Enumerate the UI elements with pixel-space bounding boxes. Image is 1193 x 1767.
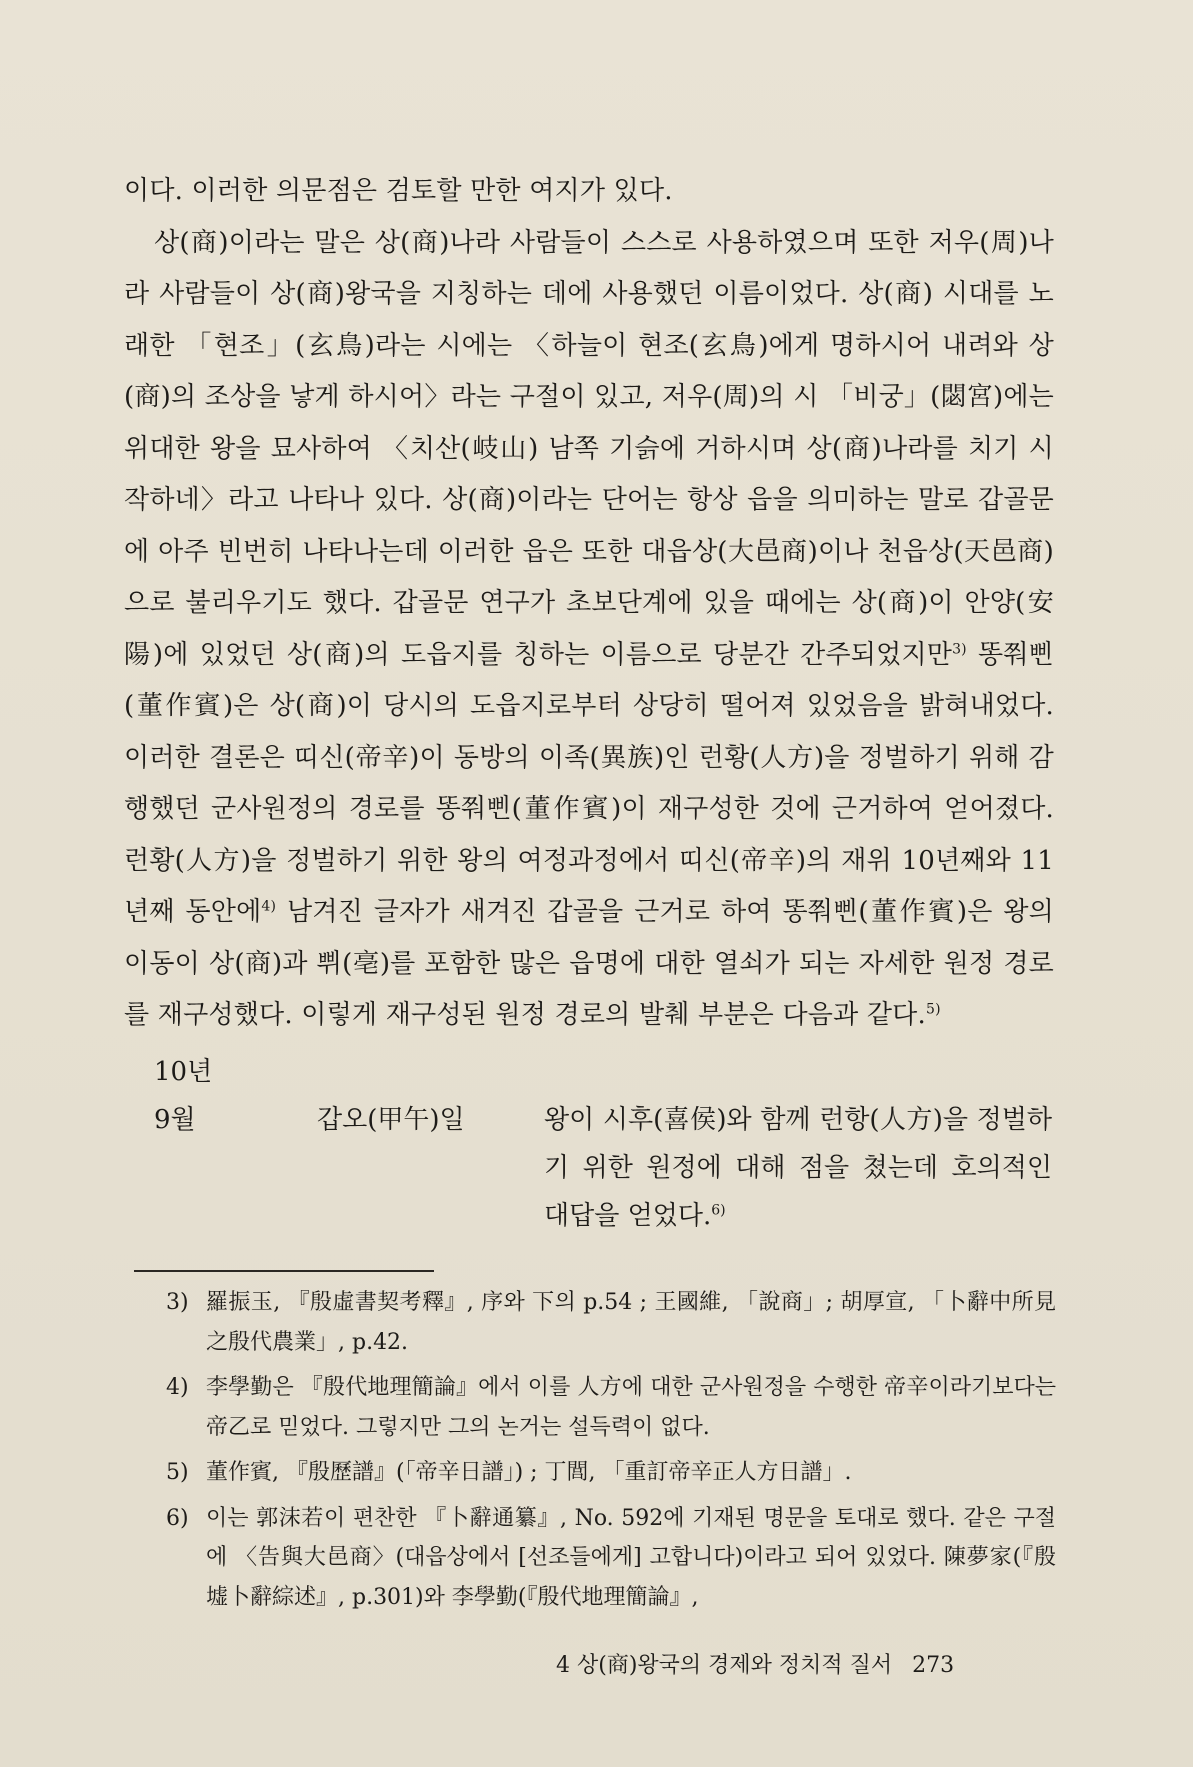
- paragraph-2-part-b: 똥쭤삔(董作賓)은 상(商)이 당시의 도읍지로부터 상당히 떨어져 있었음을 밝혀내었다. 이러한 결론은 띠신(帝辛)이 동방의 이족(異族)인 런황(人方)을 정벌하기 위해 감행했던 군사원정의 경로를 똥쭤삔(董作賓)이 재구성한 것에 근거하여 얻어졌다. 런황(人方)을 정벌하기 위한 왕의 여정과정에서 띠신(帝辛)의 재위 10년째와 11년째 동안에: [124, 639, 1054, 927]
- footnote-ref-4: 4): [261, 898, 277, 915]
- itinerary-month: 9월: [154, 1105, 196, 1135]
- footnote-ref-6: 6): [711, 1202, 726, 1219]
- footnote-4: [166, 1368, 1056, 1447]
- footnote-number: 6): [166, 1505, 189, 1531]
- footnote-6: [166, 1499, 1056, 1618]
- running-footer: [556, 1648, 1036, 1679]
- footnotes: [166, 1283, 1056, 1623]
- itinerary-entry-text: [544, 1096, 1052, 1240]
- footnote-text: 董作賓, 『殷歷譜』(「帝辛日譜」) ; 丁閭, 「重訂帝辛正人方日譜」.: [206, 1460, 852, 1485]
- running-title: 4 상(商)왕국의 경제와 정치적 질서: [556, 1653, 893, 1678]
- footnote-divider: [134, 1270, 434, 1272]
- footnote-number: 5): [166, 1460, 189, 1485]
- page-number: 273: [912, 1653, 955, 1678]
- footnote-ref-5: 5): [925, 1001, 941, 1018]
- footnote-number: 3): [166, 1290, 189, 1315]
- footnote-text: 羅振玉, 『殷虛書契考釋』, 序와 下의 p.54 ; 王國維, 「說商」; 胡厚宣, 「卜辭中所見之殷代農業」, p.42.: [206, 1290, 1056, 1355]
- footnote-number: 4): [166, 1375, 189, 1400]
- paragraph-2: [124, 218, 1054, 1042]
- footnote-5: [166, 1453, 1056, 1493]
- itinerary-day: 갑오(甲午)일: [317, 1105, 465, 1135]
- itinerary-entry-row: [154, 1096, 1054, 1240]
- footnote-ref-3: 3): [952, 640, 967, 657]
- body-text: [124, 166, 1054, 1042]
- paragraph-2-part-a: 상(商)이라는 말은 상(商)나라 사람들이 스스로 사용하였으며 또한 저우(周)나라 사람들이 상(商)왕국을 지칭하는 데에 사용했던 이름이었다. 상(商) 시대를 노래한 「현조」(玄鳥)라는 시에는 〈하늘이 현조(玄鳥)에게 명하시어 내려와 상(商)의 조상을 낳게 하시어〉라는 구절이 있고, 저우(周)의 시 「비궁」(閟宮)에는 위대한 왕을 묘사하여 〈치산(岐山) 남쪽 기슭에 거하시며 상(商)나라를 치기 시작하네〉라고 나타나 있다. 상(商)이라는 단어는 항상 읍을 의미하는 말로 갑골문에 아주 빈번히 나타나는데 이러한 읍은 또한 대읍상(大邑商)이나 천읍상(天邑商)으로 불리우기도 했다. 갑골문 연구가 초보단계에 있을 때에는 상(商)이 안양(安陽)에 있었던 상(商)의 도읍지를 칭하는 이름으로 당분간 간주되었지만: [124, 227, 1054, 670]
- itinerary-year-row: [154, 1048, 1054, 1096]
- itinerary-excerpt: [154, 1048, 1054, 1240]
- footnote-text: 이는 郭沫若이 편찬한 『卜辭通纂』, No. 592에 기재된 명문을 토대로 했다. 같은 구절에 〈告與大邑商〉(대읍상에서 [선조들에게] 고합니다)이라고 되어 있었다. 陳夢家(『殷墟卜辭綜述』, p.301)와 李學勤(『殷代地理簡論』,: [206, 1505, 1056, 1610]
- itinerary-entry: 왕이 시후(喜侯)와 함께 런항(人方)을 정벌하기 위한 원정에 대해 점을 쳤는데 호의적인 대답을 얻었다.: [544, 1105, 1052, 1231]
- footnote-text: 李學勤은 『殷代地理簡論』에서 이를 人方에 대한 군사원정을 수행한 帝辛이라기보다는 帝乙로 믿었다. 그렇지만 그의 논거는 설득력이 없다.: [206, 1375, 1056, 1440]
- footnote-3: [166, 1283, 1056, 1362]
- paragraph-1: 이다. 이러한 의문점은 검토할 만한 여지가 있다.: [124, 176, 673, 206]
- itinerary-year: 10년: [154, 1057, 213, 1087]
- paragraph-2-part-c: 남겨진 글자가 새겨진 갑골을 근거로 하여 똥쭤삔(董作賓)은 왕의 이동이 상(商)과 쀠(亳)를 포함한 많은 읍명에 대한 열쇠가 되는 자세한 원정 경로를 재구성했다. 이렇게 재구성된 원정 경로의 발췌 부분은 다음과 같다.: [124, 897, 1054, 1030]
